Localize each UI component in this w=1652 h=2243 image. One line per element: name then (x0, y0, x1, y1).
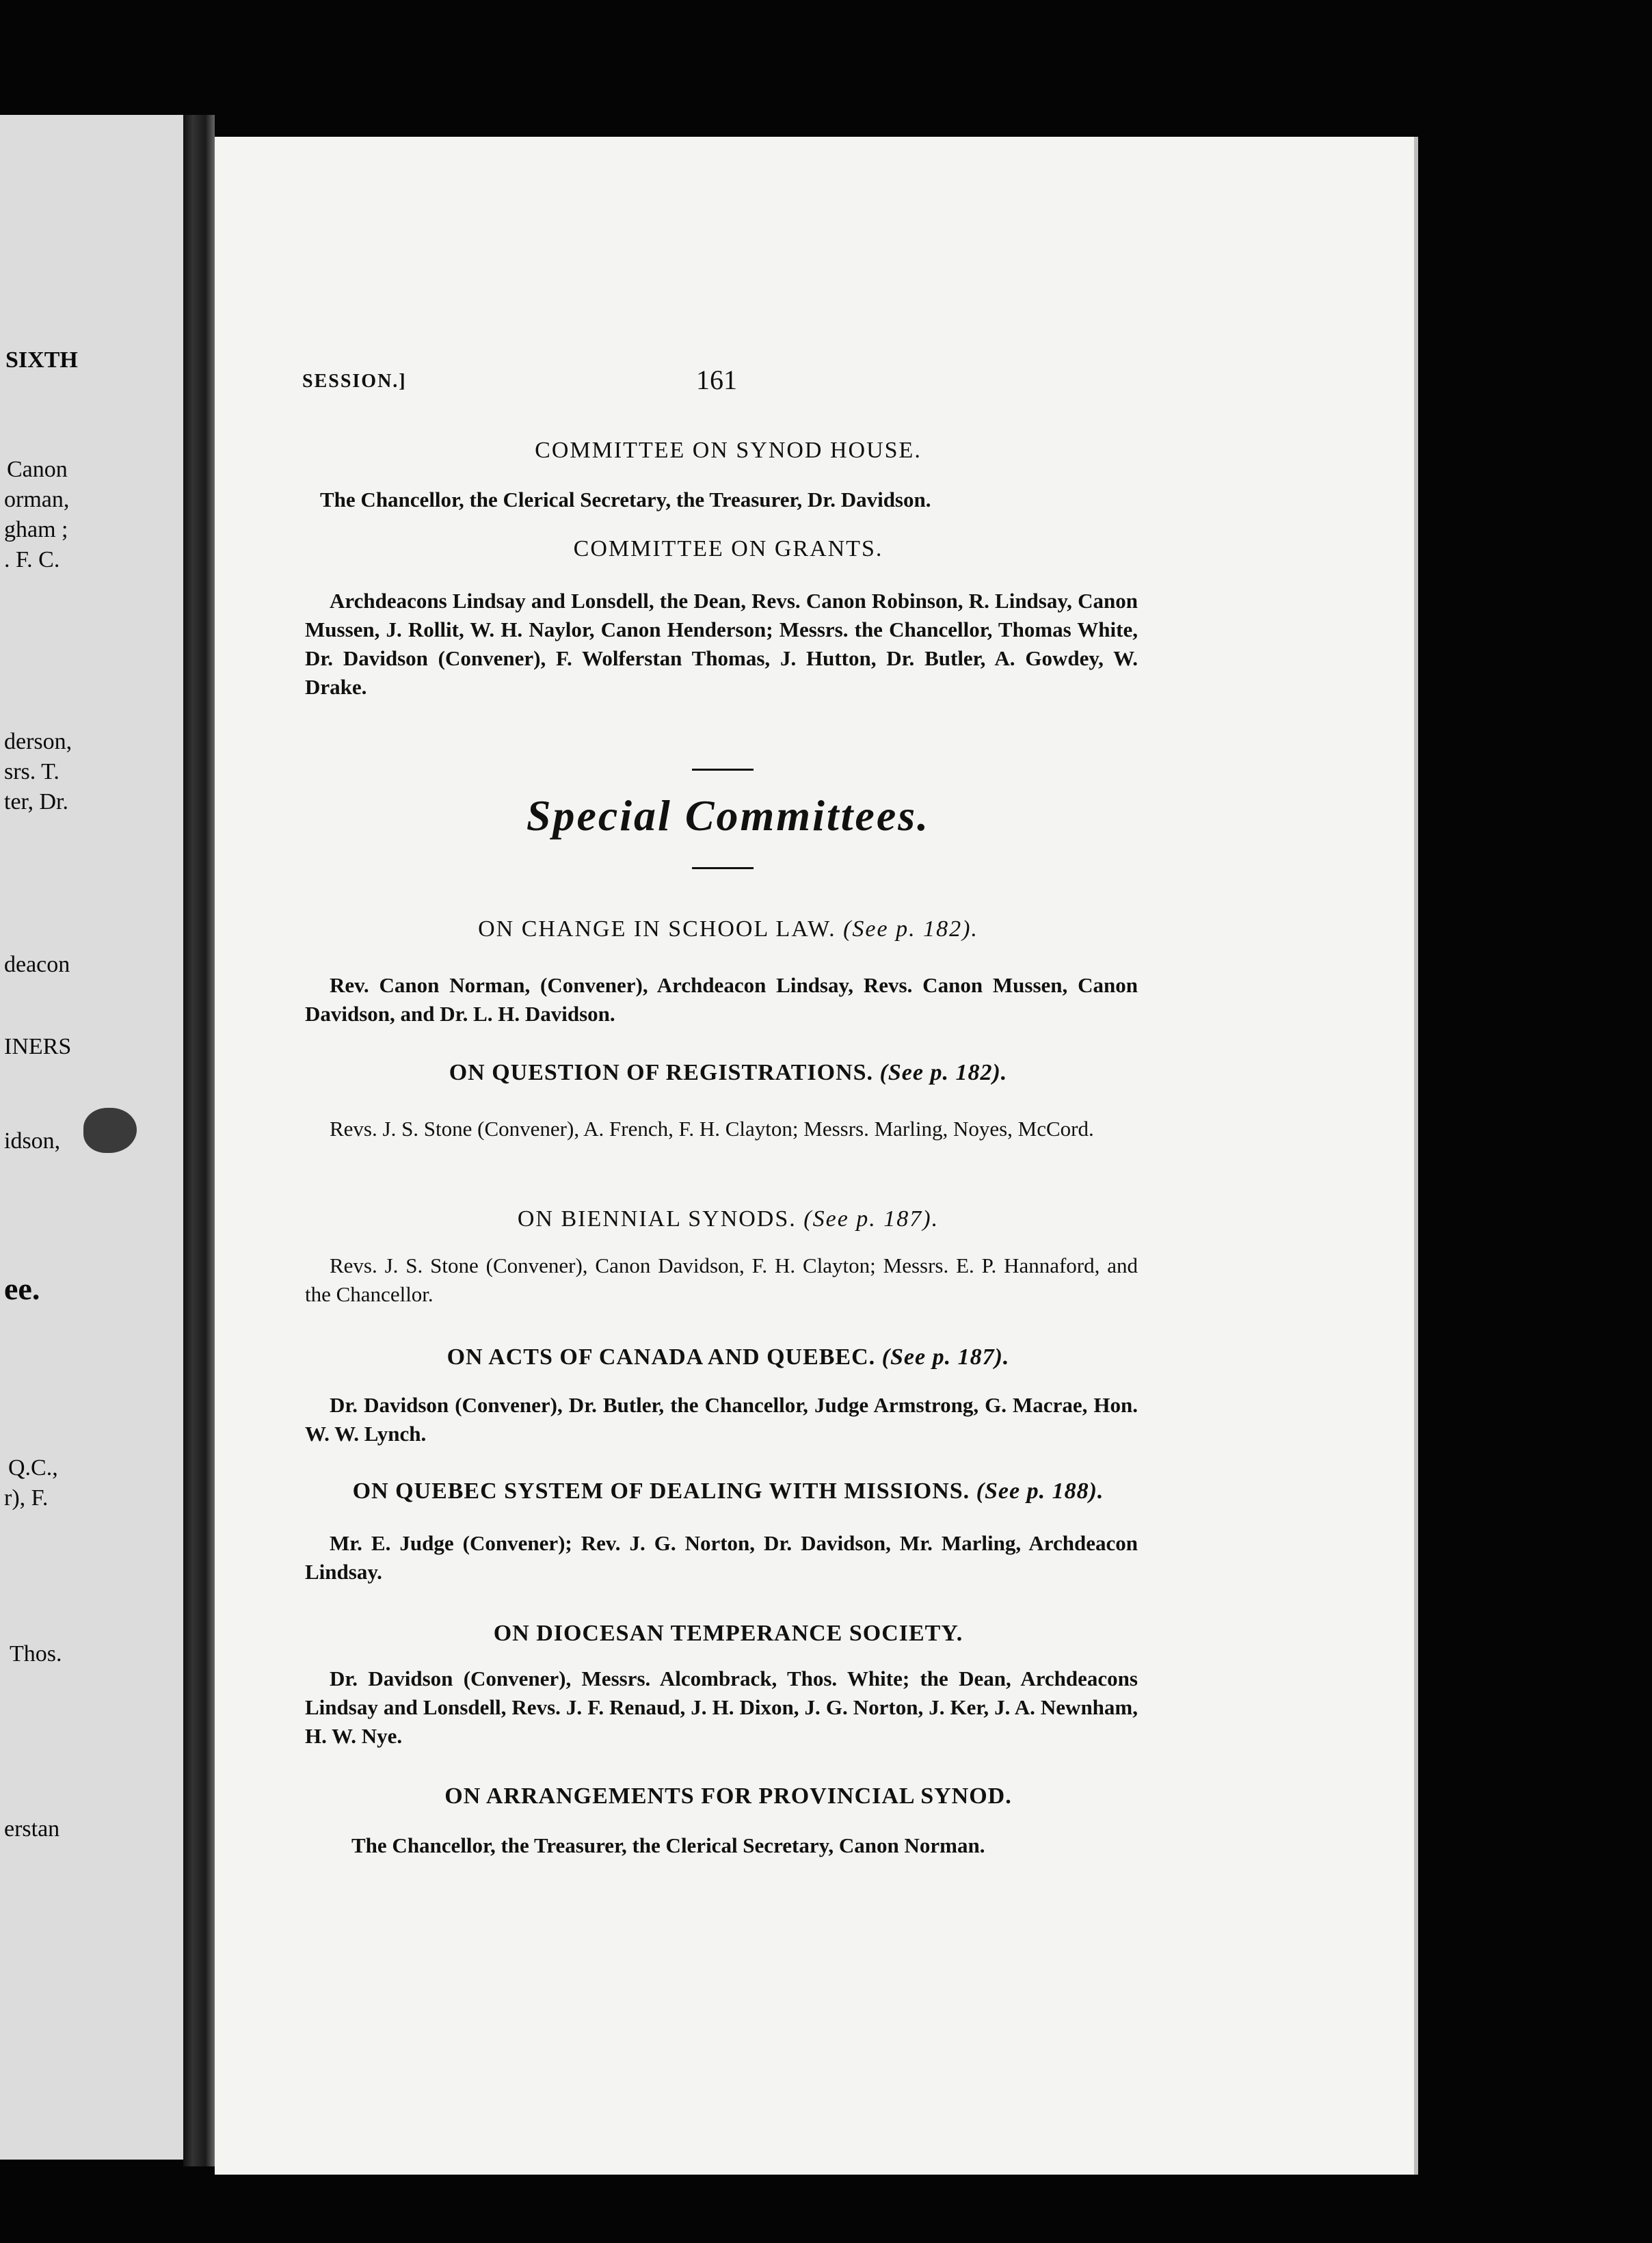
left-page-text: INERS (4, 1034, 72, 1059)
registrations-heading-text: ON QUESTION OF REGISTRATIONS. (449, 1060, 874, 1085)
provincial-heading: ON ARRANGEMENTS FOR PROVINCIAL SYNOD. (444, 1783, 1012, 1809)
school-law-heading (301, 916, 1156, 942)
missions-heading (301, 1478, 1156, 1504)
left-page-text: Q.C., (8, 1455, 58, 1481)
biennial-members: Revs. J. S. Stone (Convener), Canon Davidson, F. H. Clayton; Messrs. E. P. Hannaford, and the Chancellor. (305, 1253, 1138, 1306)
book-gutter (183, 115, 215, 2166)
left-page-text: r), F. (4, 1485, 49, 1511)
committee-synod-house-heading: COMMITTEE ON SYNOD HOUSE. (535, 438, 922, 463)
missions-heading-text: ON QUEBEC SYSTEM OF DEALING WITH MISSIONS. (352, 1478, 970, 1504)
left-page-text: derson, (4, 729, 72, 754)
biennial-heading-text: ON BIENNIAL SYNODS. (517, 1206, 797, 1232)
page-number: 161 (696, 364, 737, 395)
committee-synod-house-members: The Chancellor, the Clerical Secretary, the Treasurer, Dr. Davidson. (320, 488, 931, 512)
school-law-members: Rev. Canon Norman, (Convener), Archdeacon Lindsay, Revs. Canon Mussen, Canon Davidson, and Dr. L. H. Davidson. (305, 973, 1138, 1026)
acts-page-ref: (See p. 187). (881, 1344, 1010, 1370)
missions-page-ref: (See p. 188). (976, 1478, 1104, 1504)
acts-heading (301, 1344, 1156, 1370)
committee-grants-heading: COMMITTEE ON GRANTS. (573, 536, 883, 561)
acts-heading-text: ON ACTS OF CANADA AND QUEBEC. (447, 1344, 876, 1370)
divider-rule (692, 769, 754, 771)
left-page-text: orman, (4, 487, 70, 512)
divider-rule (692, 867, 754, 869)
left-page-text: Thos. (10, 1641, 62, 1667)
biennial-heading (301, 1206, 1156, 1232)
special-committees-title: Special Committees. (526, 791, 931, 840)
acts-members: Dr. Davidson (Convener), Dr. Butler, the Chancellor, Judge Armstrong, G. Macrae, Hon. W. W. Lynch. (305, 1393, 1138, 1446)
temperance-heading: ON DIOCESAN TEMPERANCE SOCIETY. (493, 1621, 963, 1646)
committee-grants-members: Archdeacons Lindsay and Lonsdell, the Dean, Revs. Canon Robinson, R. Lindsay, Canon Mussen, J. Rollit, W. H. Naylor, Canon Henderson; Messrs. the Chancellor, Thomas White, Dr. Davidson (Convener), F. Wolferstan Thomas, J. Hutton, Dr. Butler, A. Gowdey, W. Drake. (305, 589, 1138, 699)
left-page-text: idson, (4, 1128, 61, 1154)
left-page-text: ter, Dr. (4, 789, 68, 814)
left-page-text: erstan (4, 1816, 60, 1842)
running-head: SESSION.] (302, 371, 407, 392)
registrations-heading (301, 1060, 1156, 1086)
biennial-page-ref: (See p. 187). (803, 1206, 940, 1232)
school-law-page-ref: (See p. 182). (843, 916, 978, 942)
left-page-text: SIXTH (5, 347, 78, 373)
left-page-text: deacon (4, 952, 70, 977)
left-page-text: ee. (4, 1271, 40, 1306)
registrations-page-ref: (See p. 182). (879, 1060, 1008, 1085)
left-page-text: gham ; (4, 517, 68, 542)
provincial-members: The Chancellor, the Treasurer, the Clerical Secretary, Canon Norman. (351, 1833, 985, 1857)
temperance-members: Dr. Davidson (Convener), Messrs. Alcombrack, Thos. White; the Dean, Archdeacons Lindsay and Lonsdell, Revs. J. F. Renaud, J. H. Dixon, J. G. Norton, J. Ker, J. A. Newnham, H. W. Nye. (305, 1667, 1138, 1748)
registrations-members: Revs. J. S. Stone (Convener), A. French, F. H. Clayton; Messrs. Marling, Noyes, McCord. (330, 1117, 1094, 1141)
missions-members: Mr. E. Judge (Convener); Rev. J. G. Norton, Dr. Davidson, Mr. Marling, Archdeacon Lindsay. (305, 1531, 1138, 1584)
left-page-text: srs. T. (4, 759, 59, 784)
left-page-text: . F. C. (4, 547, 60, 572)
school-law-heading-text: ON CHANGE IN SCHOOL LAW. (478, 916, 836, 942)
left-page-text: Canon (7, 457, 68, 482)
